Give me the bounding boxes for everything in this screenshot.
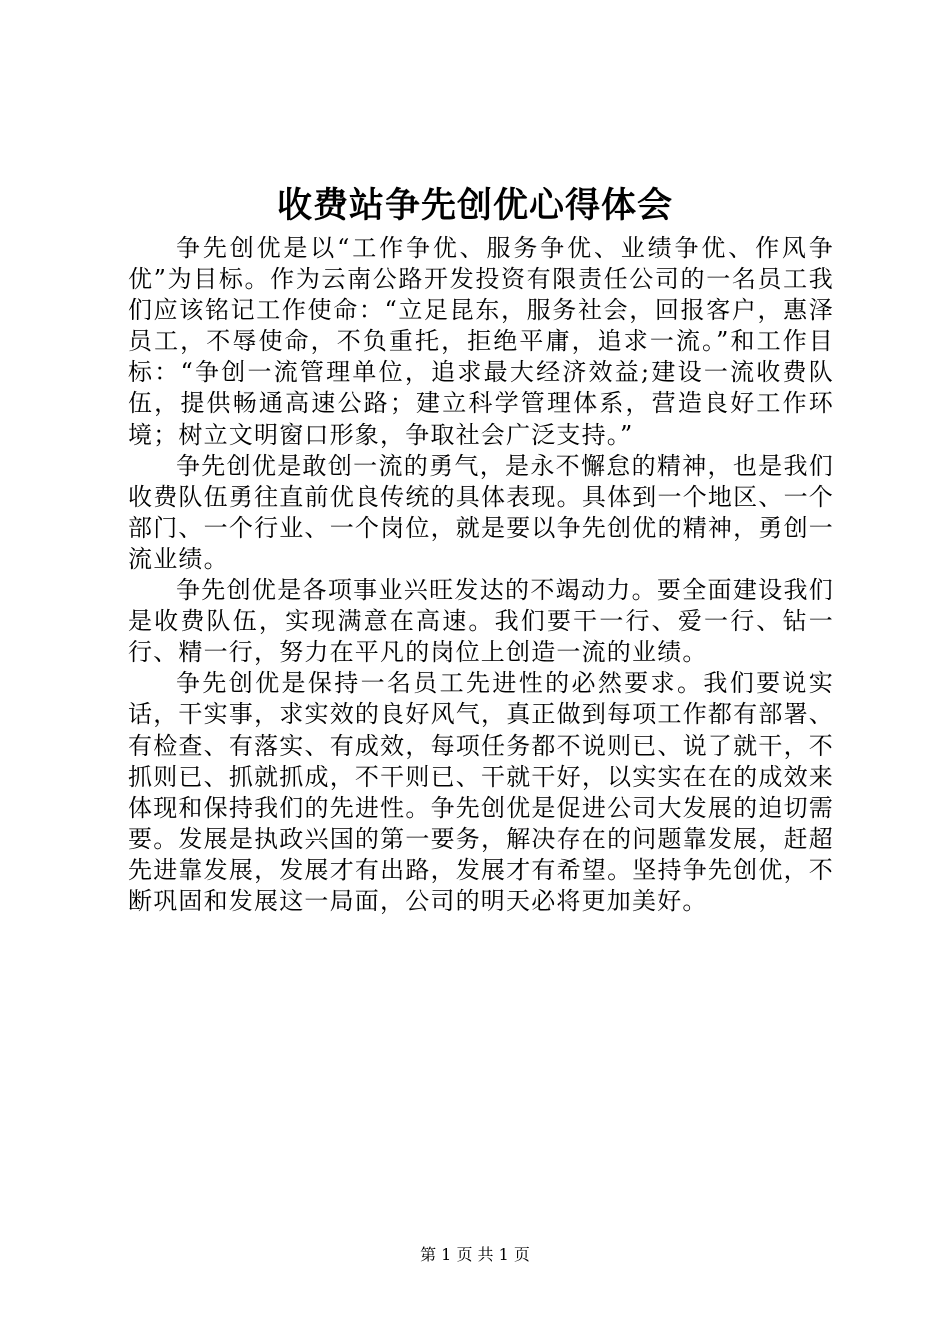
document-body xyxy=(128,233,834,917)
page-number-footer: 第 1 页 共 1 页 xyxy=(420,1245,530,1264)
paragraph-2: 争先创优是敢创一流的勇气，是永不懈怠的精神，也是我们收费队伍勇往直前优良传统的具体表现。具体到一个地区、一个部门、一个行业、一个岗位，就是要以争先创优的精神，勇创一流业绩。 xyxy=(128,451,834,573)
document-title: 收费站争先创优心得体会 xyxy=(276,185,673,226)
paragraph-1: 争先创优是以“工作争优、服务争优、业绩争优、作风争优”为目标。作为云南公路开发投资有限责任公司的一名员工我们应该铭记工作使命：“立足昆东，服务社会，回报客户，惠泽员工，不辱使命，不负重托，拒绝平庸，追求一流。”和工作目标：“争创一流管理单位，追求最大经济效益;建设一流收费队伍，提供畅通高速公路；建立科学管理体系，营造良好工作环境；树立文明窗口形象，争取社会广泛支持。” xyxy=(128,234,834,449)
paragraph-3: 争先创优是各项事业兴旺发达的不竭动力。要全面建设我们是收费队伍，实现满意在高速。我们要干一行、爱一行、钻一行、精一行，努力在平凡的岗位上创造一流的业绩。 xyxy=(128,576,834,667)
paragraph-4: 争先创优是保持一名员工先进性的必然要求。我们要说实话，干实事，求实效的良好风气，真正做到每项工作都有部署、有检查、有落实、有成效，每项任务都不说则已、说了就干，不抓则已、抓就抓成，不干则已、干就干好，以实实在在的成效来体现和保持我们的先进性。争先创优是促进公司大发展的迫切需要。发展是执政兴国的第一要务，解决存在的问题靠发展，赶超先进靠发展，发展才有出路，发展才有希望。坚持争先创优，不断巩固和发展这一局面，公司的明天必将更加美好。 xyxy=(128,669,834,915)
